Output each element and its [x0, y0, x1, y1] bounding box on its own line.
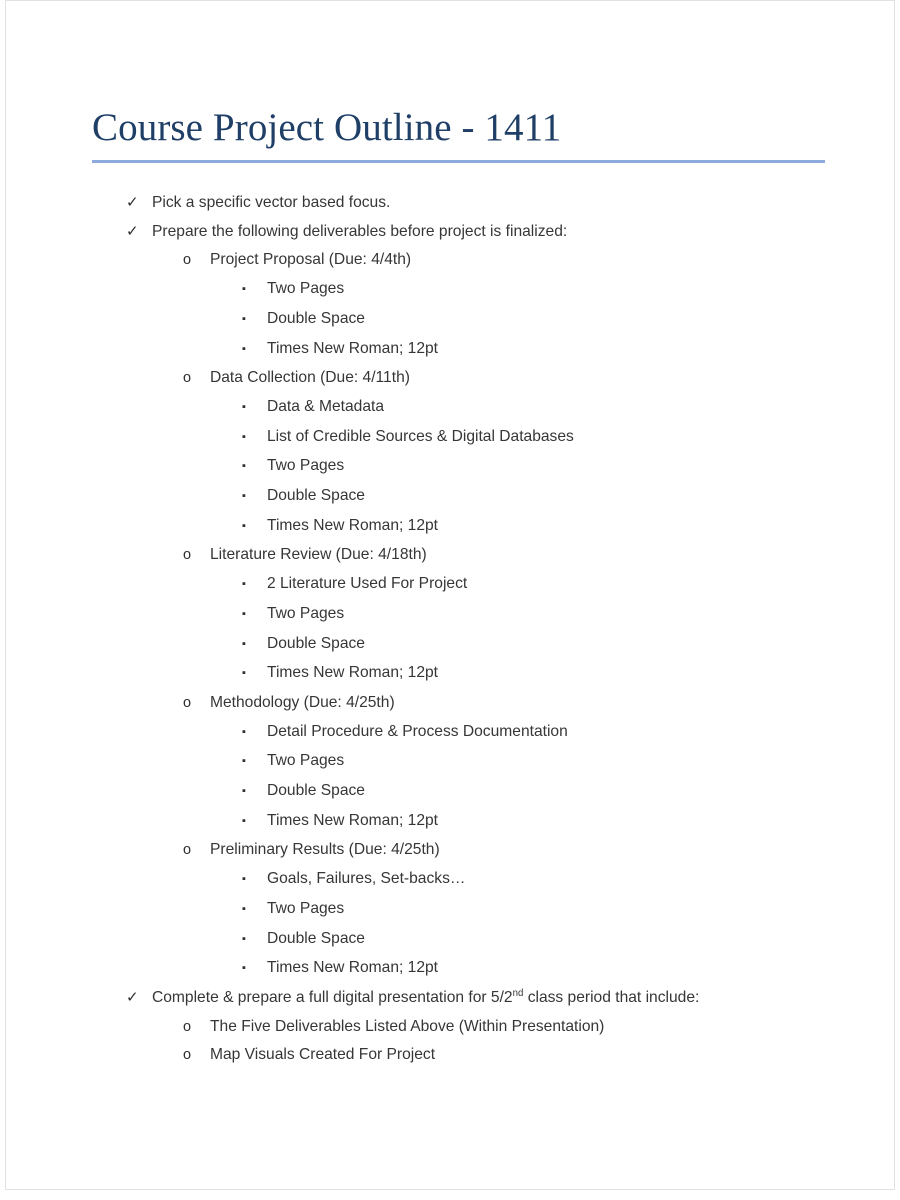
square-bullet-icon: ▪: [242, 460, 246, 473]
outline-item-text: Preliminary Results (Due: 4/25th): [210, 841, 440, 859]
ordinal-superscript: nd: [512, 987, 524, 999]
outline-item-level-3: [6, 865, 894, 895]
square-bullet-icon: ▪: [242, 755, 246, 768]
outline-item-level-2: [6, 689, 894, 718]
outline-item-level-3: [6, 393, 894, 423]
outline-item-text: Double Space: [267, 309, 365, 327]
outline-item-level-3: [6, 777, 894, 807]
document-page: [5, 0, 895, 1190]
page-title: Course Project Outline - 1411: [92, 106, 562, 149]
outline-item-text-part: Complete & prepare a full digital presentation for 5/2: [152, 988, 513, 1006]
square-bullet-icon: ▪: [242, 519, 246, 532]
title-block: [6, 105, 894, 163]
outline-item-level-3: [6, 895, 894, 925]
outline-item-level-3: [6, 482, 894, 512]
outline-item-text: Pick a specific vector based focus.: [152, 194, 391, 211]
outline-item-text: Times New Roman; 12pt: [267, 664, 439, 682]
outline-item-text: Two Pages: [267, 752, 345, 770]
outline-list: [6, 189, 894, 1070]
outline-item-text-part: class period that include:: [523, 988, 700, 1006]
outline-item-level-3: [6, 659, 894, 689]
outline-item-text: Double Space: [267, 487, 365, 505]
outline-item-text: Two Pages: [267, 604, 345, 622]
outline-item-level-2: [6, 364, 894, 393]
checkmark-bullet-icon: ✓: [126, 222, 139, 240]
outline-item-text: Double Space: [267, 929, 365, 947]
outline-item-text: Map Visuals Created For Project: [210, 1046, 436, 1064]
outline-item-text: Two Pages: [267, 899, 345, 917]
square-bullet-icon: ▪: [242, 814, 246, 827]
outline-item-text: 2 Literature Used For Project: [267, 575, 468, 593]
outline-item-text: Prepare the following deliverables before project is finalized:: [152, 222, 568, 240]
square-bullet-icon: ▪: [242, 902, 246, 915]
outline-item-text: Literature Review (Due: 4/18th): [210, 546, 427, 564]
square-bullet-icon: ▪: [242, 667, 246, 680]
circle-letter-bullet-icon: o: [183, 842, 192, 859]
outline-item-level-3: [6, 335, 894, 365]
outline-item-text: List of Credible Sources & Digital Databases: [267, 427, 574, 445]
outline-item-level-3: [6, 747, 894, 777]
checkmark-bullet-icon: ✓: [126, 194, 139, 211]
square-bullet-icon: ▪: [242, 400, 246, 413]
square-bullet-icon: ▪: [242, 342, 246, 355]
outline-item-level-3: [6, 452, 894, 482]
document-body: [6, 1, 894, 1070]
square-bullet-icon: ▪: [242, 725, 246, 738]
outline-item-level-3: [6, 423, 894, 453]
circle-letter-bullet-icon: o: [183, 694, 192, 711]
circle-letter-bullet-icon: o: [183, 1047, 192, 1064]
outline-item-level-2: [6, 836, 894, 865]
circle-letter-bullet-icon: o: [183, 547, 192, 564]
outline-item-text: Two Pages: [267, 457, 345, 475]
outline-item-level-3: [6, 600, 894, 630]
outline-item-text: Data & Metadata: [267, 397, 385, 415]
outline-item-text: Double Space: [267, 634, 365, 652]
checkmark-bullet-icon: ✓: [126, 988, 139, 1006]
outline-item-level-3: [6, 718, 894, 748]
outline-item-level-3: [6, 807, 894, 837]
outline-item-text: Times New Roman; 12pt: [267, 959, 439, 977]
title-underline-rule: [92, 160, 825, 163]
outline-item-text: Goals, Failures, Set-backs…: [267, 870, 466, 888]
square-bullet-icon: ▪: [242, 785, 246, 798]
square-bullet-icon: ▪: [242, 578, 246, 591]
outline-item-level-3: [6, 925, 894, 955]
outline-item-level-2: [6, 1013, 894, 1042]
outline-item-level-1: [6, 189, 894, 218]
square-bullet-icon: ▪: [242, 607, 246, 620]
circle-letter-bullet-icon: o: [183, 370, 192, 387]
outline-item-text: Double Space: [267, 782, 365, 800]
square-bullet-icon: ▪: [242, 430, 246, 443]
square-bullet-icon: ▪: [242, 490, 246, 503]
outline-item-text: [152, 984, 699, 1013]
circle-letter-bullet-icon: o: [183, 252, 192, 269]
outline-item-level-1: [6, 984, 894, 1013]
square-bullet-icon: ▪: [242, 873, 246, 886]
outline-item-text: Detail Procedure & Process Documentation: [267, 722, 568, 740]
outline-item-text: Times New Roman; 12pt: [267, 516, 439, 534]
outline-item-level-1: [6, 218, 894, 247]
outline-item-level-3: [6, 305, 894, 335]
outline-item-text: Times New Roman; 12pt: [267, 811, 439, 829]
outline-item-level-3: [6, 570, 894, 600]
outline-item-text: Project Proposal (Due: 4/4th): [210, 251, 412, 269]
square-bullet-icon: ▪: [242, 932, 246, 945]
outline-item-level-3: [6, 275, 894, 305]
outline-item-text: Data Collection (Due: 4/11th): [210, 369, 410, 387]
square-bullet-icon: ▪: [242, 962, 246, 975]
outline-item-level-2: [6, 1041, 894, 1070]
outline-item-level-3: [6, 512, 894, 542]
outline-item-text: Times New Roman; 12pt: [267, 339, 439, 357]
outline-item-text: Two Pages: [267, 280, 345, 298]
outline-item-text: The Five Deliverables Listed Above (Within Presentation): [210, 1017, 605, 1035]
circle-letter-bullet-icon: o: [183, 1018, 192, 1035]
square-bullet-icon: ▪: [242, 637, 246, 650]
outline-item-level-2: [6, 246, 894, 275]
outline-item-level-2: [6, 541, 894, 570]
outline-item-level-3: [6, 954, 894, 984]
outline-item-text: Methodology (Due: 4/25th): [210, 693, 395, 711]
square-bullet-icon: ▪: [242, 283, 246, 296]
outline-item-level-3: [6, 630, 894, 660]
square-bullet-icon: ▪: [242, 312, 246, 325]
